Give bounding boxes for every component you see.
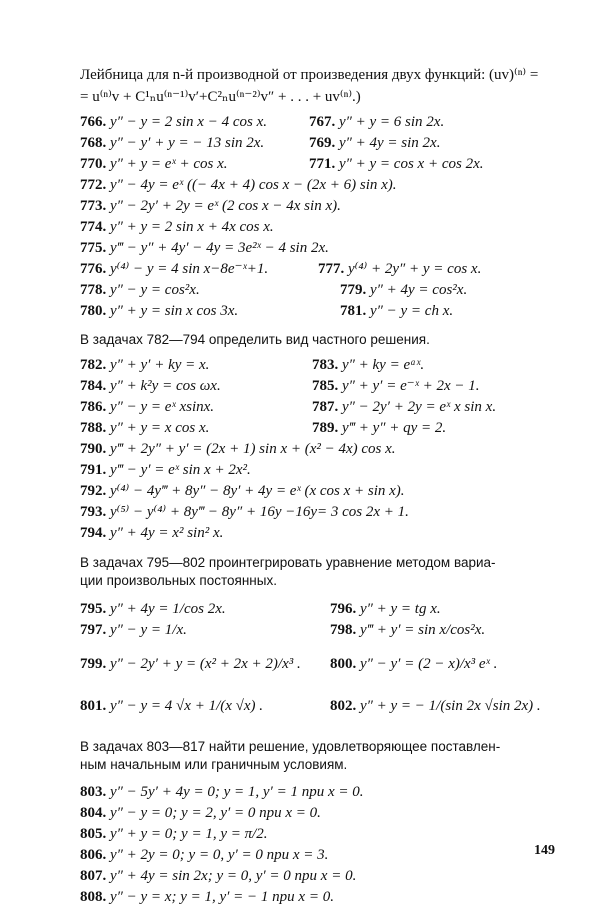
problem-row bbox=[80, 113, 267, 131]
problem-row bbox=[80, 783, 363, 801]
problem-row bbox=[80, 524, 223, 542]
section-instruction: В задачах 782—794 определить вид частного решения. bbox=[80, 332, 430, 347]
problem-number: 795. bbox=[80, 601, 107, 617]
problem-equation: y″ − y = eˣ xsinx. bbox=[110, 399, 215, 415]
problem-number: 807. bbox=[80, 868, 107, 884]
problem-number: 808. bbox=[80, 889, 107, 905]
problem-number: 796. bbox=[330, 601, 357, 617]
problem-row bbox=[330, 600, 441, 618]
problem-row bbox=[80, 398, 214, 416]
problem-number: 800. bbox=[330, 656, 357, 672]
problem-row bbox=[340, 302, 453, 320]
problem-equation: y⁽⁵⁾ − y⁽⁴⁾ + 8y‴ − 8y″ + 16y −16y= 3 cos 2x + 1. bbox=[110, 504, 409, 520]
problem-equation: y‴ + 2y″ + y′ = (2x + 1) sin x + (x² − 4x) cos x. bbox=[110, 441, 396, 457]
problem-row bbox=[80, 655, 301, 673]
problem-equation: y″ − 2y′ + 2y = eˣ x sin x. bbox=[342, 399, 497, 415]
problem-number: 804. bbox=[80, 805, 107, 821]
problem-number: 785. bbox=[312, 378, 339, 394]
problem-row bbox=[80, 888, 334, 906]
problem-number: 783. bbox=[312, 357, 339, 373]
problem-equation: y″ − y = 4 √x + 1/(x √x) . bbox=[110, 698, 264, 714]
problem-row bbox=[80, 804, 321, 822]
problem-equation: y″ + y = 6 sin 2x. bbox=[339, 114, 445, 130]
problem-number: 781. bbox=[340, 303, 367, 319]
problem-row bbox=[80, 134, 264, 152]
problem-row bbox=[330, 655, 497, 673]
problem-number: 801. bbox=[80, 698, 107, 714]
problem-equation: y‴ + y″ + qy = 2. bbox=[342, 420, 447, 436]
problem-equation: y″ + y = − 1/(sin 2x √sin 2x) . bbox=[360, 698, 541, 714]
problem-equation: y″ − y = ch x. bbox=[370, 303, 454, 319]
problem-equation: y″ + y = sin x cos 3x. bbox=[110, 303, 239, 319]
problem-row bbox=[312, 356, 424, 374]
problem-number: 772. bbox=[80, 177, 107, 193]
section-instruction: ции произвольных постоянных. bbox=[80, 573, 277, 588]
problem-number: 803. bbox=[80, 784, 107, 800]
problem-equation: y″ + 4y = 1/cos 2x. bbox=[110, 601, 226, 617]
problem-row bbox=[80, 239, 329, 257]
problem-number: 790. bbox=[80, 441, 107, 457]
problem-row bbox=[80, 302, 238, 320]
problem-number: 802. bbox=[330, 698, 357, 714]
problem-number: 775. bbox=[80, 240, 107, 256]
intro-line-2: = u⁽ⁿ⁾v + C¹ₙu⁽ⁿ⁻¹⁾v′+C²ₙu⁽ⁿ⁻²⁾v″ + . . . + uv⁽ⁿ⁾.) bbox=[80, 89, 361, 105]
problem-equation: y″ − y = 1/x. bbox=[110, 622, 187, 638]
problem-number: 778. bbox=[80, 282, 107, 298]
problem-equation: y″ − y′ + y = − 13 sin 2x. bbox=[110, 135, 265, 151]
problem-row bbox=[80, 503, 409, 521]
problem-row bbox=[80, 377, 221, 395]
problem-number: 779. bbox=[340, 282, 367, 298]
problem-equation: y″ + 2y = 0; y = 0, y′ = 0 при x = 3. bbox=[110, 847, 329, 863]
problem-row bbox=[80, 260, 268, 278]
problem-number: 798. bbox=[330, 622, 357, 638]
problem-number: 766. bbox=[80, 114, 107, 130]
problem-number: 792. bbox=[80, 483, 107, 499]
problem-equation: y‴ − y″ + 4y′ − 4y = 3e²ˣ − 4 sin 2x. bbox=[110, 240, 329, 256]
problem-number: 782. bbox=[80, 357, 107, 373]
problem-equation: y″ − y = x; y = 1, y′ = − 1 при x = 0. bbox=[110, 889, 334, 905]
problem-equation: y″ + y = 2 sin x + 4x cos x. bbox=[110, 219, 274, 235]
problem-equation: y⁽⁴⁾ − y = 4 sin x−8e⁻ˣ+1. bbox=[110, 261, 269, 277]
problem-row bbox=[309, 113, 444, 131]
problem-number: 784. bbox=[80, 378, 107, 394]
problem-row bbox=[330, 697, 541, 715]
problem-equation: y″ + y = cos x + cos 2x. bbox=[339, 156, 484, 172]
problem-row bbox=[312, 398, 496, 416]
problem-number: 776. bbox=[80, 261, 107, 277]
problem-equation: y″ − 4y = eˣ ((− 4x + 4) cos x − (2x + 6) sin x). bbox=[110, 177, 397, 193]
problem-row bbox=[312, 419, 446, 437]
problem-number: 797. bbox=[80, 622, 107, 638]
problem-equation: y″ − y = 0; y = 2, y′ = 0 при x = 0. bbox=[110, 805, 321, 821]
problem-row bbox=[80, 697, 263, 715]
problem-row bbox=[80, 197, 341, 215]
problem-equation: y″ − 5y′ + 4y = 0; y = 1, y′ = 1 при x = 0. bbox=[110, 784, 364, 800]
section-instruction: ным начальным или граничным условиям. bbox=[80, 757, 348, 772]
problem-equation: y″ + y = 0; y = 1, y = π/2. bbox=[110, 826, 268, 842]
problem-number: 791. bbox=[80, 462, 107, 478]
problem-equation: y″ + 4y = x² sin² x. bbox=[110, 525, 224, 541]
problem-equation: y″ − 2y′ + 2y = eˣ (2 cos x − 4x sin x). bbox=[110, 198, 341, 214]
problem-number: 771. bbox=[309, 156, 336, 172]
problem-row bbox=[80, 281, 200, 299]
problem-number: 767. bbox=[309, 114, 336, 130]
problem-number: 787. bbox=[312, 399, 339, 415]
problem-row bbox=[80, 155, 227, 173]
problem-equation: y″ + y = eˣ + cos x. bbox=[110, 156, 228, 172]
problem-equation: y″ − y′ = (2 − x)/x³ eˣ . bbox=[360, 656, 498, 672]
problem-equation: y″ − 2y′ + y = (x² + 2x + 2)/x³ . bbox=[110, 656, 301, 672]
problem-equation: y″ − y = 2 sin x − 4 cos x. bbox=[110, 114, 267, 130]
problem-row bbox=[80, 825, 268, 843]
problem-row bbox=[312, 377, 480, 395]
problem-row bbox=[80, 218, 274, 236]
problem-row bbox=[80, 356, 209, 374]
section-instruction: В задачах 795—802 проинтегрировать уравнение методом вариа- bbox=[80, 555, 496, 570]
problem-number: 777. bbox=[318, 261, 345, 277]
problem-row bbox=[309, 155, 484, 173]
problem-number: 793. bbox=[80, 504, 107, 520]
problem-row bbox=[80, 867, 356, 885]
problem-equation: y″ + 4y = cos²x. bbox=[370, 282, 468, 298]
problem-equation: y″ + y = tg x. bbox=[360, 601, 441, 617]
problem-row bbox=[309, 134, 440, 152]
problem-row bbox=[80, 621, 187, 639]
problem-equation: y⁽⁴⁾ − 4y‴ + 8y″ − 8y′ + 4y = eˣ (x cos x + sin x). bbox=[110, 483, 405, 499]
problem-row bbox=[340, 281, 467, 299]
problem-number: 805. bbox=[80, 826, 107, 842]
problem-row bbox=[80, 440, 396, 458]
problem-row bbox=[80, 846, 328, 864]
problem-row bbox=[318, 260, 481, 278]
problem-equation: y″ + y′ = e⁻ˣ + 2x − 1. bbox=[342, 378, 480, 394]
problem-equation: y⁽⁴⁾ + 2y″ + y = cos x. bbox=[348, 261, 482, 277]
problem-equation: y″ + ky = eᵃˣ. bbox=[342, 357, 425, 373]
problem-number: 768. bbox=[80, 135, 107, 151]
problem-number: 788. bbox=[80, 420, 107, 436]
problem-equation: y″ + y′ + ky = x. bbox=[110, 357, 210, 373]
problem-number: 773. bbox=[80, 198, 107, 214]
problem-equation: y‴ + y′ = sin x/cos²x. bbox=[360, 622, 486, 638]
problem-equation: y″ − y = cos²x. bbox=[110, 282, 200, 298]
problem-equation: y″ + y = x cos x. bbox=[110, 420, 210, 436]
problem-number: 806. bbox=[80, 847, 107, 863]
problem-row bbox=[80, 176, 397, 194]
problem-number: 794. bbox=[80, 525, 107, 541]
page-number: 149 bbox=[534, 843, 555, 858]
problem-equation: y″ + k²y = cos ωx. bbox=[110, 378, 221, 394]
problem-number: 769. bbox=[309, 135, 336, 151]
problem-row bbox=[80, 419, 209, 437]
problem-number: 799. bbox=[80, 656, 107, 672]
problem-row bbox=[80, 461, 251, 479]
problem-equation: y‴ − y′ = eˣ sin x + 2x². bbox=[110, 462, 251, 478]
intro-line-1: Лейбница для n-й производной от произведения двух функций: (uv)⁽ⁿ⁾ = bbox=[80, 67, 539, 83]
problem-row bbox=[330, 621, 485, 639]
problem-row bbox=[80, 482, 405, 500]
problem-equation: y″ + 4y = sin 2x; y = 0, y′ = 0 при x = 0. bbox=[110, 868, 357, 884]
problem-number: 780. bbox=[80, 303, 107, 319]
problem-number: 789. bbox=[312, 420, 339, 436]
problem-number: 786. bbox=[80, 399, 107, 415]
section-instruction: В задачах 803—817 найти решение, удовлетворяющее поставлен- bbox=[80, 739, 501, 754]
problem-equation: y″ + 4y = sin 2x. bbox=[339, 135, 441, 151]
problem-row bbox=[80, 600, 226, 618]
problem-number: 774. bbox=[80, 219, 107, 235]
problem-number: 770. bbox=[80, 156, 107, 172]
